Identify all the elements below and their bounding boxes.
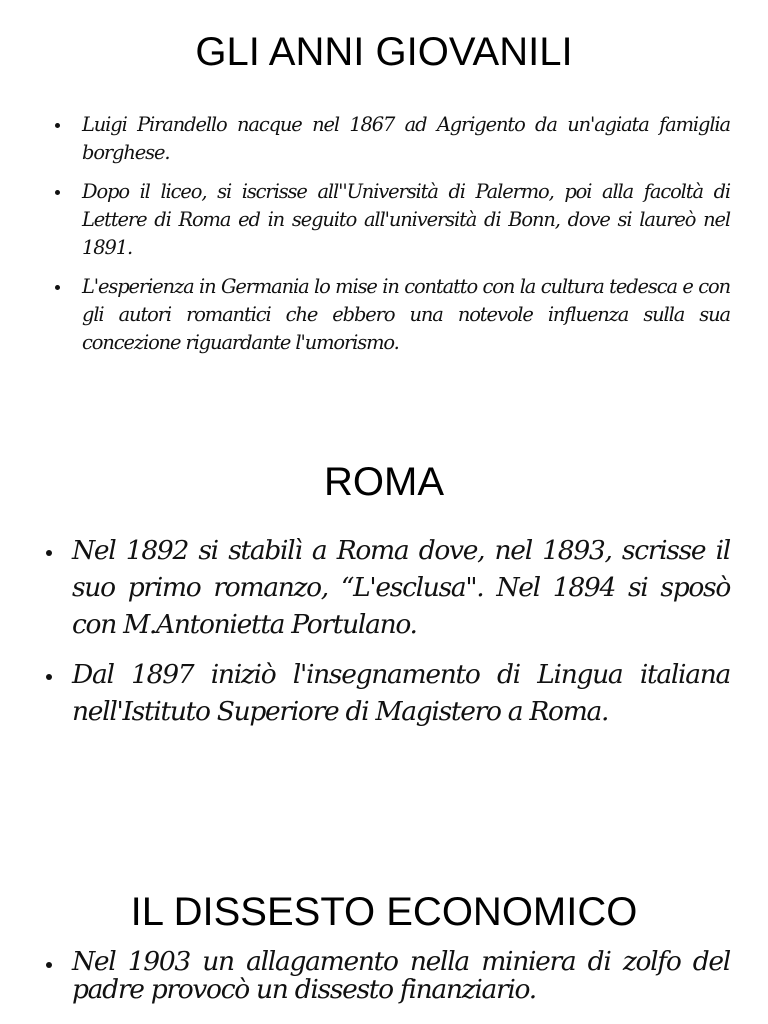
bullet-text: Dal 1897 iniziò l'insegnamento di Lingua italiana nell'Istituto Superiore di Magistero a Roma. <box>72 659 730 727</box>
bullet-dot-icon <box>46 550 52 556</box>
list-item <box>82 178 730 262</box>
bullet-dot-icon <box>46 962 52 968</box>
section-title-roma: ROMA <box>324 460 444 504</box>
list-item <box>72 532 730 643</box>
bullet-text: L'esperienza in Germania lo mise in contatto con la cultura tedesca e con gli autori romantici che ebbero una notevole influenza sulla sua concezione riguardante l'umorismo. <box>82 275 730 354</box>
bullet-text: Luigi Pirandello nacque nel 1867 ad Agrigento da un'agiata famiglia borghese. <box>82 113 730 164</box>
bullet-dot-icon <box>55 123 60 128</box>
bullet-text: Nel 1903 un allagamento nella miniera di zolfo del padre provocò un dissesto finanziario. <box>72 946 730 1005</box>
bullet-dot-icon <box>55 190 60 195</box>
bullet-dot-icon <box>55 285 60 290</box>
section-title-gli-anni-giovanili: GLI ANNI GIOVANILI <box>195 30 573 74</box>
bullet-list-roma <box>72 532 730 743</box>
list-item <box>82 111 730 167</box>
list-item <box>72 656 730 730</box>
bullet-list-il-dissesto-economico <box>72 948 730 1018</box>
bullet-list-gli-anni-giovanili <box>82 111 730 368</box>
list-item <box>82 273 730 357</box>
bullet-text: Dopo il liceo, si iscrisse all''Università di Palermo, poi alla facoltà di Lettere di Roma ed in seguito all'università di Bonn, dove si laureò nel 1891. <box>82 180 730 259</box>
list-item <box>72 948 730 1004</box>
bullet-dot-icon <box>46 674 52 680</box>
section-title-il-dissesto-economico: IL DISSESTO ECONOMICO <box>130 890 638 934</box>
bullet-text: Nel 1892 si stabilì a Roma dove, nel 1893, scrisse il suo primo romanzo, “L'esclusa". Nel 1894 si sposò con M.Antonietta Portulano. <box>72 535 730 640</box>
